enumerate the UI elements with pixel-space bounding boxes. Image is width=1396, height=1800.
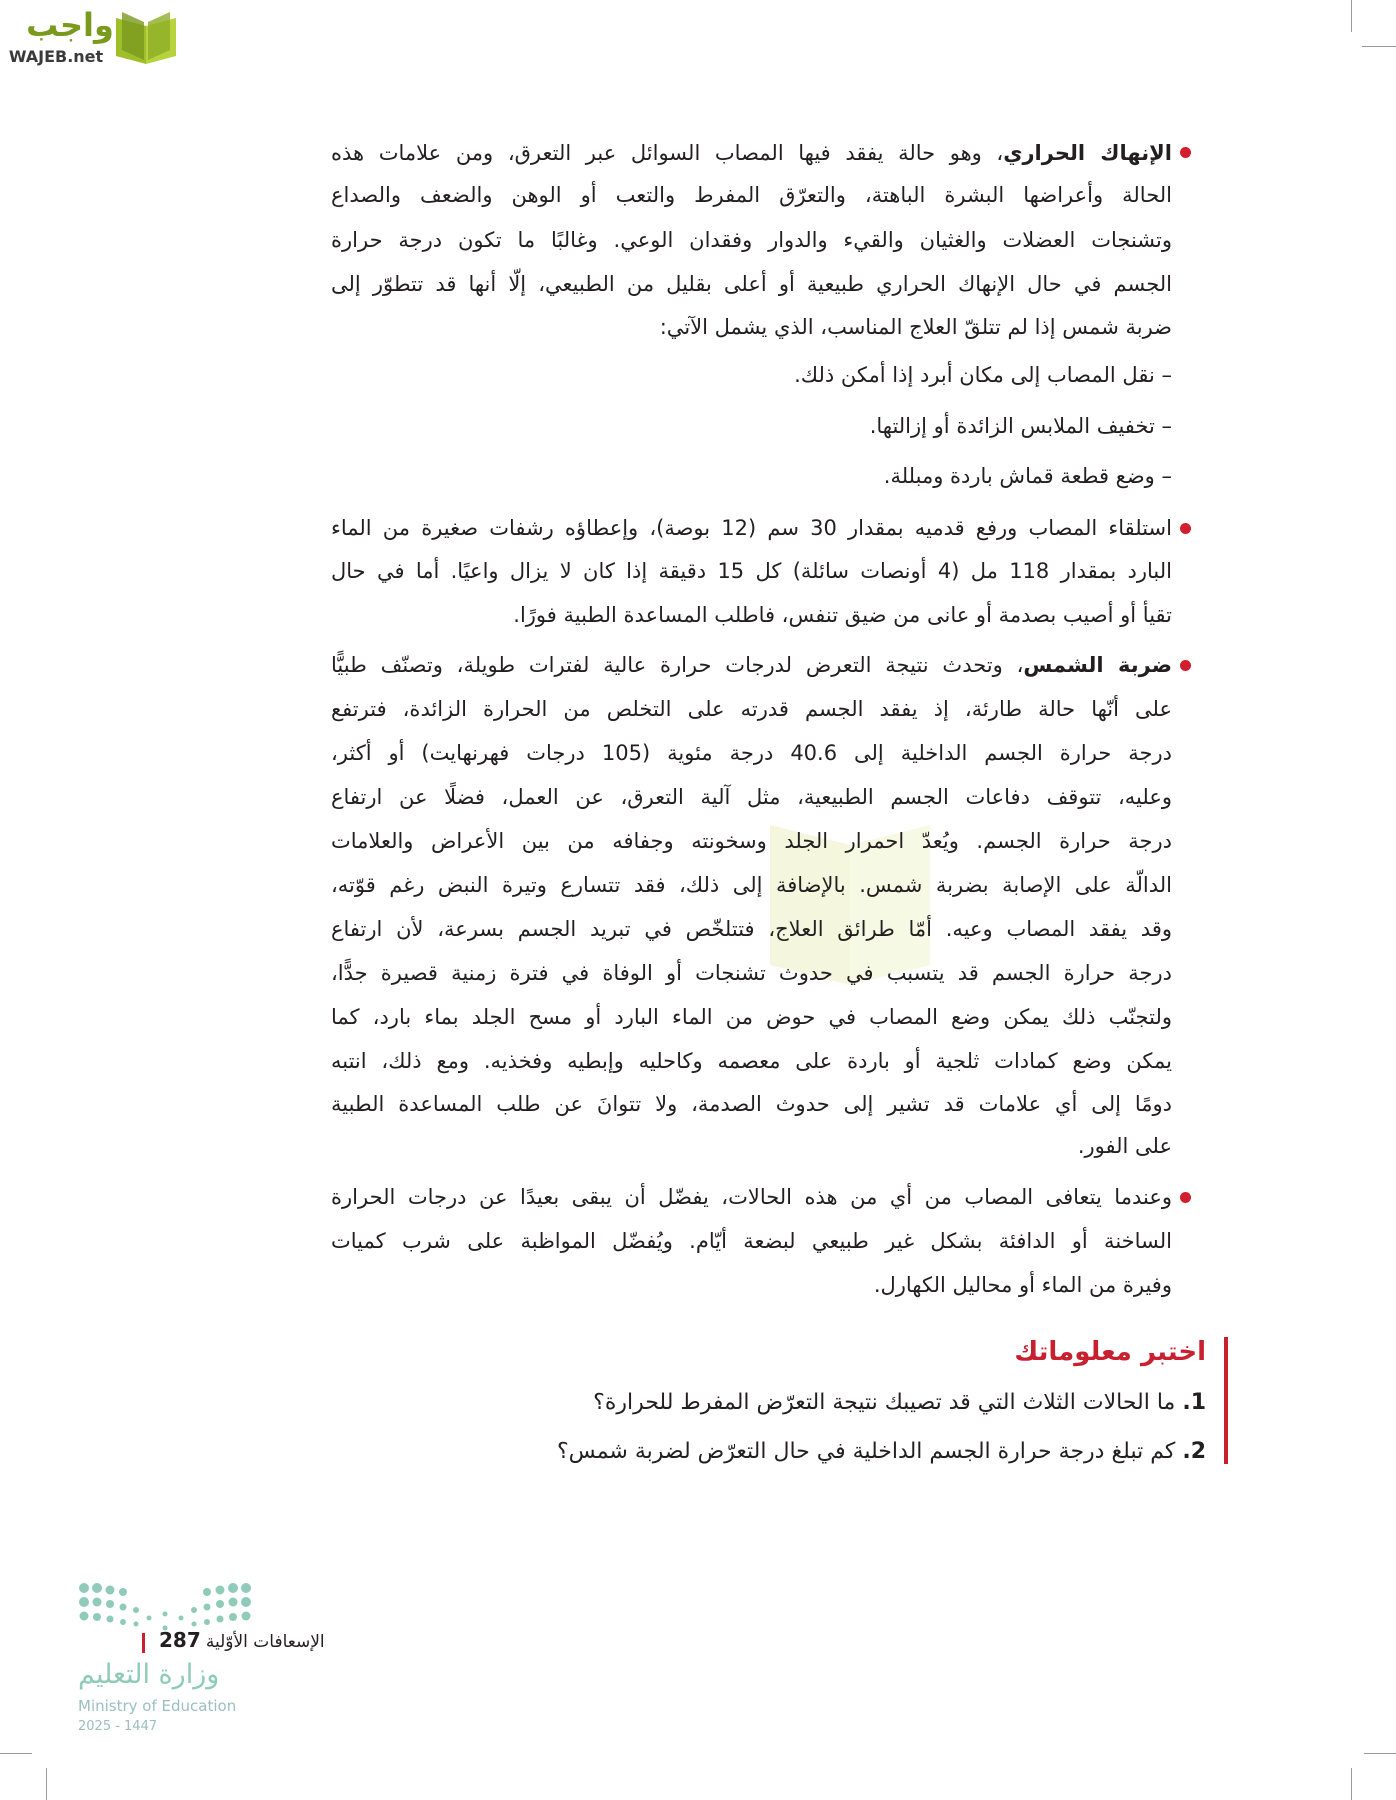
- paragraph-line: على أنّها حالة طارئة، إذ يفقد الجسم قدرته على التخلص من الحرارة الزائدة، فترتفع: [331, 697, 1172, 721]
- paragraph-line: الدالّة على الإصابة بضربة شمس. بالإضافة إلى ذلك، فقد تتسارع وتيرة النبض رغم قوّته،: [331, 873, 1172, 897]
- crop-mark: [1364, 1753, 1396, 1754]
- dash-item: – نقل المصاب إلى مكان أبرد إذا أمكن ذلك.: [794, 363, 1172, 387]
- paragraph-line: الجسم في حال الإنهاك الحراري طبيعية أو أعلى بقليل من الطبيعي، إلّا أنها قد تتطوّر إلى: [331, 272, 1172, 296]
- paragraph-line: ولتجنّب ذلك يمكن وضع المصاب في حوض من الماء البارد أو مسح الجلد بماء بارد، كما: [331, 1005, 1172, 1029]
- paragraph-line: وتشنجات العضلات والغثيان والقيء والدوار وفقدان الوعي. وغالبًا ما تكون درجة حرارة: [331, 228, 1172, 252]
- crop-mark: [46, 1768, 47, 1800]
- ministry-name-arabic: وزارة التعليم: [78, 1659, 220, 1690]
- crop-mark: [1362, 46, 1396, 47]
- page-number: 287: [159, 1628, 201, 1652]
- paragraph-line: البارد بمقدار 118 مل (4 أونصات سائلة) كل 15 دقيقة إذا كان لا يزال واعيًا. أما في حال: [331, 559, 1172, 583]
- book-title: الإسعافات الأوّلية: [205, 1632, 325, 1652]
- bullet-icon: [1180, 1192, 1191, 1203]
- crop-mark: [1351, 0, 1352, 32]
- paragraph-line: درجة حرارة الجسم قد يتسبب في حدوث تشنجات أو الوفاة في فترة زمنية قصيرة جدًّا،: [331, 961, 1172, 985]
- page-footer: [142, 1626, 325, 1654]
- paragraph-line: وفيرة من الماء أو محاليل الكهارل.: [873, 1273, 1172, 1297]
- paragraph-line: ضربة شمس إذا لم تتلقّ العلاج المناسب، الذي يشمل الآتي:: [659, 315, 1172, 339]
- paragraph-line: وعندما يتعافى المصاب من أي من هذه الحالات، يفضّل أن يبقى بعيدًا عن درجات الحرارة: [331, 1185, 1172, 1209]
- paragraph-line: وقد يفقد المصاب وعيه. أمّا طرائق العلاج، فتتلخّص في تبريد الجسم بسرعة، لأن ارتفاع: [331, 917, 1172, 941]
- crop-mark: [0, 1753, 32, 1754]
- paragraph-line: الحالة وأعراضها البشرة الباهتة، والتعرّق المفرط والتعب أو الوهن والضعف والصداع: [331, 183, 1172, 207]
- paragraph-line: وعليه، تتوقف دفاعات الجسم الطبيعية، مثل آلية التعرق، عن العمل، فضلًا عن ارتفاع: [331, 785, 1172, 809]
- footer-divider: [142, 1633, 145, 1653]
- logo-latin-text: WAJEB.net: [8, 47, 104, 66]
- dash-item: – تخفيف الملابس الزائدة أو إزالتها.: [869, 414, 1172, 438]
- paragraph-line: ضربة الشمس، وتحدث نتيجة التعرض لدرجات حرارة عالية لفترات طويلة، وتصنّف طبيًّا: [331, 653, 1172, 677]
- paragraph-line: يمكن وضع كمادات ثلجية أو باردة على معصمه وكاحليه وإبطيه وفخذيه. ومع ذلك، انتبه: [331, 1049, 1172, 1073]
- term-heat-exhaustion: الإنهاك الحراري: [1003, 141, 1173, 165]
- ministry-year: 2025 - 1447: [78, 1719, 158, 1734]
- wajeb-logo[interactable]: [8, 4, 188, 68]
- bullet-icon: [1180, 147, 1191, 158]
- logo-arabic-text: واجب: [26, 6, 114, 44]
- paragraph-line: درجة حرارة الجسم الداخلية إلى 40.6 درجة مئوية (105 درجات فهرنهايت) أو أكثر،: [331, 741, 1172, 765]
- paragraph-line: استلقاء المصاب ورفع قدميه بمقدار 30 سم (12 بوصة)، وإعطاؤه رشفات صغيرة من الماء: [331, 516, 1172, 540]
- paragraph-line: على الفور.: [1077, 1134, 1172, 1158]
- dash-item: – وضع قطعة قماش باردة ومبللة.: [883, 464, 1172, 488]
- quiz-question: 2. كم تبلغ درجة حرارة الجسم الداخلية في حال التعرّض لضربة شمس؟: [556, 1439, 1206, 1464]
- paragraph-line: دومًا إلى أي علامات قد تشير إلى حدوث الصدمة، ولا تتوانَ عن طلب المساعدة الطبية: [331, 1092, 1172, 1116]
- ministry-logo: [78, 1582, 253, 1742]
- quiz-accent-bar: [1224, 1337, 1228, 1464]
- paragraph-line: تقيأ أو أصيب بصدمة أو عانى من ضيق تنفس، فاطلب المساعدة الطبية فورًا.: [513, 603, 1172, 627]
- quiz-title: اختبر معلوماتك: [1014, 1337, 1206, 1367]
- paragraph-line: الساخنة أو الدافئة بشكل غير طبيعي لبضعة أيّام. ويُفضّل المواظبة على شرب كميات: [331, 1229, 1172, 1253]
- quiz-question: 1. ما الحالات الثلاث التي قد تصيبك نتيجة التعرّض المفرط للحرارة؟: [593, 1390, 1206, 1415]
- crop-mark: [1351, 1768, 1352, 1800]
- bullet-icon: [1180, 523, 1191, 534]
- paragraph-line: درجة حرارة الجسم. ويُعدّ احمرار الجلد وسخونته وجفافه من بين الأعراض والعلامات: [331, 829, 1172, 853]
- paragraph-line: الإنهاك الحراري، وهو حالة يفقد فيها المصاب السوائل عبر التعرق، ومن علامات هذه: [331, 141, 1173, 165]
- term-heat-stroke: ضربة الشمس: [1023, 653, 1172, 677]
- ministry-name-english: Ministry of Education: [78, 1697, 237, 1715]
- bullet-icon: [1180, 660, 1191, 671]
